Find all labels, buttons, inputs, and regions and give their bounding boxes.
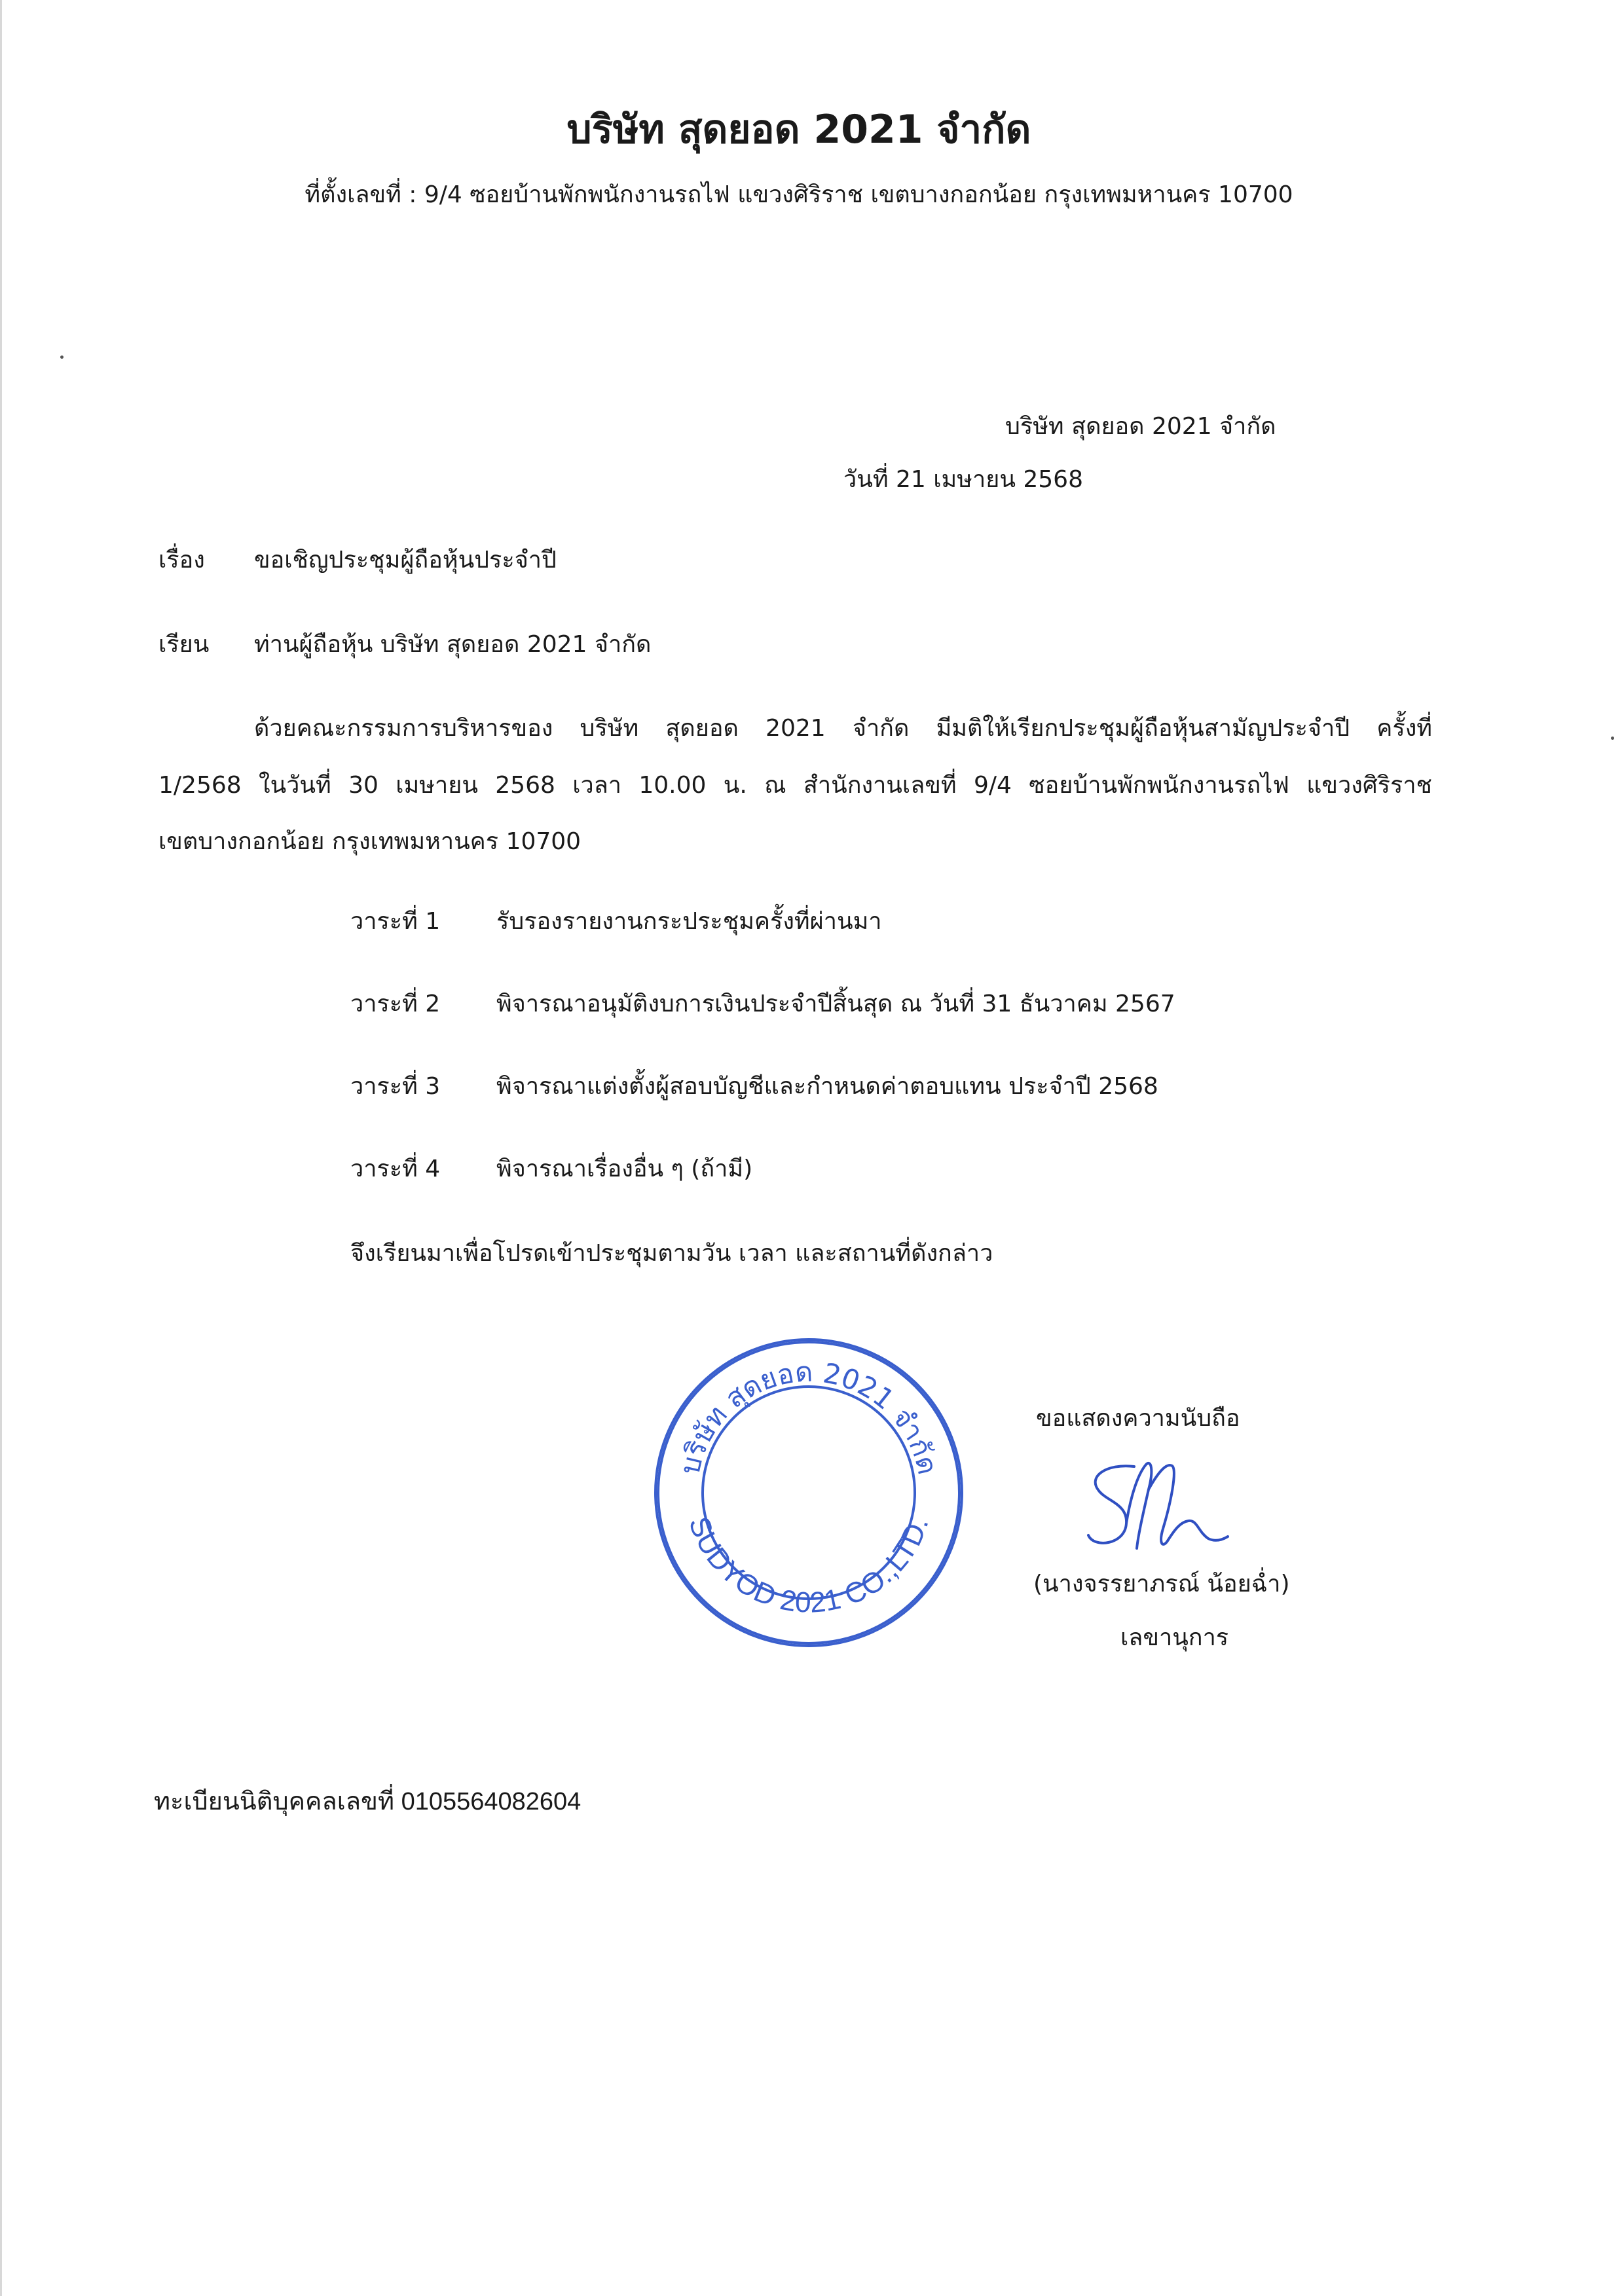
sender-company: บริษัท สุดยอด 2021 จำกัด bbox=[1005, 413, 1276, 440]
registration-number: ทะเบียนนิติบุคคลเลขที่ 0105564082604 bbox=[154, 1788, 581, 1815]
subject-label: เรื่อง bbox=[158, 547, 205, 574]
signature bbox=[1080, 1450, 1238, 1561]
scan-speck bbox=[1611, 737, 1614, 740]
agenda-text: พิจารณาแต่งตั้งผู้สอบบัญชีและกำหนดค่าตอบแทน ประจำปี 2568 bbox=[496, 1073, 1158, 1100]
signer-title: เลขานุการ bbox=[1120, 1624, 1229, 1651]
body-paragraph-line: ด้วยคณะกรรมการบริหารของ บริษัท สุดยอด 2021 จำกัด มีมติให้เรียกประชุมผู้ถือหุ้นสามัญประจำปี ครั้งที่ bbox=[254, 715, 1432, 742]
agenda-text: พิจารณาอนุมัติงบการเงินประจำปีสิ้นสุด ณ วันที่ 31 ธันวาคม 2567 bbox=[496, 991, 1175, 1017]
letter-date: วันที่ 21 เมษายน 2568 bbox=[843, 466, 1083, 493]
body-paragraph-line: 1/2568 ในวันที่ 30 เมษายน 2568 เวลา 10.00 น. ณ สำนักงานเลขที่ 9/4 ซอยบ้านพักพนักงานรถไฟ แขวงศิริราช bbox=[158, 772, 1432, 799]
recipient-value: ท่านผู้ถือหุ้น บริษัท สุดยอด 2021 จำกัด bbox=[254, 631, 652, 658]
scan-speck bbox=[60, 355, 64, 359]
page-edge bbox=[0, 0, 2, 2296]
signer-name: (นางจรรยาภรณ์ น้อยฉ่ำ) bbox=[1033, 1571, 1290, 1597]
agenda-text: พิจารณาเรื่องอื่น ๆ (ถ้ามี) bbox=[496, 1156, 753, 1182]
body-paragraph-line: เขตบางกอกน้อย กรุงเทพมหานคร 10700 bbox=[158, 828, 581, 855]
subject-value: ขอเชิญประชุมผู้ถือหุ้นประจำปี bbox=[254, 547, 557, 574]
agenda-label: วาระที่ 2 bbox=[350, 991, 441, 1017]
closing-sentence: จึงเรียนมาเพื่อโปรดเข้าประชุมตามวัน เวลา และสถานที่ดังกล่าว bbox=[350, 1240, 993, 1267]
stamp-thai-text: บริษัท สุดยอด 2021 จำกัด bbox=[673, 1355, 944, 1478]
company-stamp bbox=[652, 1336, 966, 1650]
agenda-label: วาระที่ 3 bbox=[350, 1073, 441, 1100]
agenda-label: วาระที่ 4 bbox=[350, 1156, 441, 1182]
company-title: บริษัท สุดยอด 2021 จำกัด bbox=[566, 107, 1031, 153]
agenda-label: วาระที่ 1 bbox=[350, 908, 441, 935]
stamp-english-text: SUDYOD 2021 CO.,LTD. bbox=[682, 1512, 935, 1619]
agenda-text: รับรองรายงานกระประชุมครั้งที่ผ่านมา bbox=[496, 908, 882, 935]
regards-text: ขอแสดงความนับถือ bbox=[1036, 1405, 1240, 1432]
recipient-label: เรียน bbox=[158, 631, 210, 658]
company-address: ที่ตั้งเลขที่ : 9/4 ซอยบ้านพักพนักงานรถไฟ แขวงศิริราช เขตบางกอกน้อย กรุงเทพมหานคร 10700 bbox=[304, 181, 1293, 208]
